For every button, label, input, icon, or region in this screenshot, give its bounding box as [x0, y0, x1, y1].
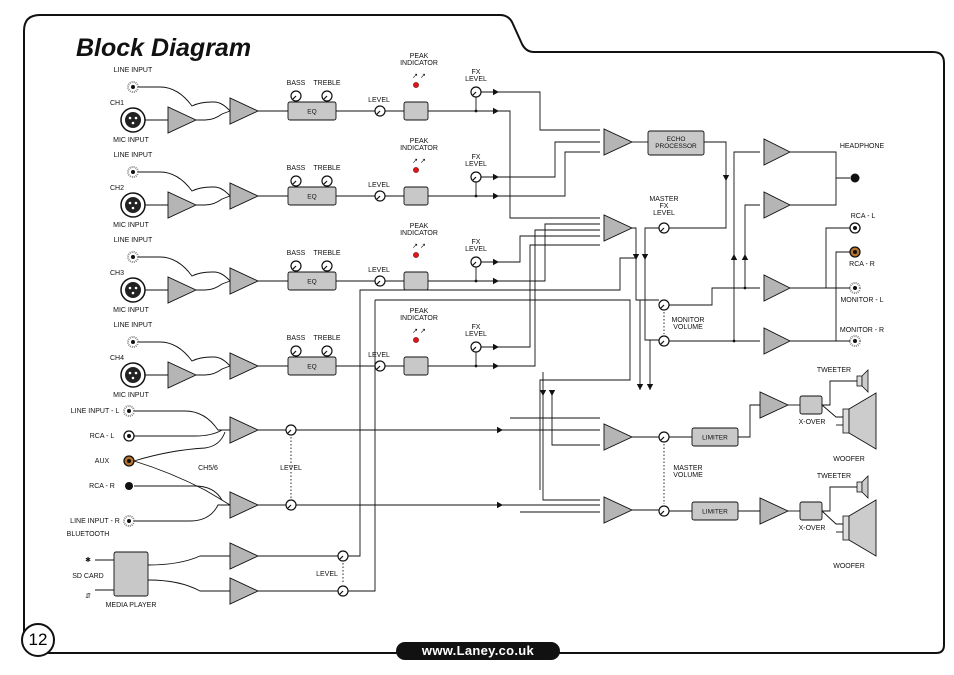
woofer-label: WOOFER — [833, 456, 865, 463]
tweeter-cone-icon — [862, 476, 868, 498]
junction-dot — [744, 287, 747, 290]
line-input-l-jack-center — [127, 409, 131, 413]
bluetooth-label: BLUETOOTH — [66, 531, 110, 538]
peak-block — [404, 187, 428, 205]
woofer-magnet — [843, 516, 849, 540]
peak-indicator-label: PEAK — [409, 308, 429, 315]
fx-level-label: LEVEL — [465, 331, 487, 338]
wire — [826, 228, 850, 288]
rca-r-icon — [125, 482, 133, 490]
wire — [348, 258, 636, 556]
bass-label: BASS — [286, 165, 306, 172]
led-rays-icon: ↗ ↗ — [412, 328, 426, 335]
arrow-icon — [540, 390, 546, 396]
master-volume-label: VOLUME — [673, 472, 703, 479]
junction-dot — [733, 340, 736, 343]
channel-amp — [230, 183, 258, 209]
wire — [196, 196, 230, 205]
channel-amp — [230, 353, 258, 379]
wire — [481, 142, 600, 177]
peak-block — [404, 102, 428, 120]
usb-icon: ⇵ — [85, 593, 91, 600]
aux-label: AUX — [94, 458, 110, 465]
monitor-volume-label: VOLUME — [673, 324, 703, 331]
wire — [645, 258, 659, 340]
wire — [745, 205, 760, 288]
main-mix-amp — [604, 215, 632, 241]
channel-label: CH1 — [109, 100, 125, 107]
arrow-icon — [497, 427, 503, 433]
xlr-pin — [135, 287, 138, 290]
eq-block-label: EQ — [307, 278, 317, 286]
power-amp-l — [760, 392, 788, 418]
xlr-pin — [135, 202, 138, 205]
xlr-pin — [132, 207, 135, 210]
headphone-label: HEADPHONE — [839, 143, 885, 150]
arrow-icon — [493, 278, 499, 284]
fx-level-label: FX — [471, 154, 481, 161]
xlr-pin — [132, 292, 135, 295]
x-over-r-block — [800, 502, 822, 520]
wire — [734, 152, 760, 341]
limiter-l-block-label: LIMITER — [702, 434, 728, 442]
rca-out-r-label: RCA - R — [849, 261, 875, 268]
line-input-l-label: LINE INPUT - L — [70, 408, 120, 415]
wire — [134, 486, 222, 500]
channel-label: CH4 — [109, 355, 125, 362]
media-r-amp — [230, 578, 258, 604]
wire — [476, 111, 600, 218]
line-input-r-jack-center — [127, 519, 131, 523]
xlr-pin — [135, 372, 138, 375]
x-over-l-label: X-OVER — [798, 419, 826, 426]
wire — [822, 405, 843, 417]
led-rays-icon: ↗ ↗ — [412, 243, 426, 250]
rca-out-l-icon-pin — [853, 226, 857, 230]
fx-mix-amp — [604, 129, 632, 155]
arrow-icon — [723, 175, 729, 181]
led-rays-icon: ↗ ↗ — [412, 73, 426, 80]
rca-l-label: RCA - L — [89, 433, 115, 440]
wire — [645, 228, 659, 256]
wire — [148, 580, 230, 591]
bass-label: BASS — [286, 335, 306, 342]
line-input-r-label: LINE INPUT - R — [70, 518, 120, 525]
monitor-r-label: MONITOR - R — [839, 327, 885, 334]
master-volume-label: MASTER — [673, 465, 703, 472]
master-fx-level-label: MASTER — [649, 196, 679, 203]
xlr-pin — [129, 117, 132, 120]
wire — [738, 405, 760, 437]
wire — [134, 505, 230, 521]
master-fx-level-label: FX — [659, 203, 669, 210]
tweeter-magnet — [857, 482, 862, 492]
arrow-icon — [493, 363, 499, 369]
monitor-volume-label: MONITOR — [671, 317, 705, 324]
wire — [668, 178, 726, 228]
level-label: LEVEL — [368, 97, 390, 104]
eq-block-label: EQ — [307, 108, 317, 116]
arrow-icon — [647, 384, 653, 390]
wire — [669, 288, 760, 305]
arrow-icon — [493, 108, 499, 114]
junction-dot — [475, 110, 478, 113]
peak-indicator-label: PEAK — [409, 138, 429, 145]
level-label: LEVEL — [368, 182, 390, 189]
monitor-l-jack-center — [853, 286, 857, 290]
mic-input-xlr-inner — [125, 367, 141, 383]
eq-block-label: EQ — [307, 193, 317, 201]
xlr-pin — [132, 377, 135, 380]
wire — [790, 178, 836, 205]
components — [114, 82, 876, 604]
wire — [138, 342, 230, 366]
level-label: LEVEL — [368, 267, 390, 274]
fx-level-label: FX — [471, 324, 481, 331]
rca-out-r-icon-pin — [853, 250, 857, 254]
arrow-icon — [493, 193, 499, 199]
aux-jack-icon-pin — [127, 459, 131, 463]
arrow-icon — [493, 89, 499, 95]
eq-block-label: EQ — [307, 363, 317, 371]
peak-led-icon — [413, 82, 418, 87]
peak-led-icon — [413, 337, 418, 342]
monitor-l-amp — [764, 275, 790, 301]
junction-dot — [475, 365, 478, 368]
wire — [822, 487, 857, 511]
wire — [148, 556, 230, 565]
arrow-icon — [637, 384, 643, 390]
rca-r-label: RCA - R — [89, 483, 115, 490]
wire — [138, 172, 230, 196]
woofer-cone-icon — [849, 393, 876, 449]
tweeter-label: TWEETER — [816, 367, 852, 374]
treble-label: TREBLE — [313, 250, 341, 257]
wire — [196, 281, 230, 290]
arrow-icon — [731, 254, 737, 260]
media-player-label: MEDIA PLAYER — [105, 602, 157, 609]
peak-indicator-label: PEAK — [409, 223, 429, 230]
arrow-icon — [642, 254, 648, 260]
arrow-icon — [742, 254, 748, 260]
mic-preamp — [168, 277, 196, 303]
channel-amp — [230, 268, 258, 294]
peak-indicator-label: INDICATOR — [400, 145, 438, 152]
junction-dot — [475, 280, 478, 283]
channel-amp — [230, 98, 258, 124]
arrow-icon — [493, 174, 499, 180]
ch56-level-label: LEVEL — [280, 465, 302, 472]
led-rays-icon: ↗ ↗ — [412, 158, 426, 165]
peak-led-icon — [413, 167, 418, 172]
headphone-l-amp — [764, 139, 790, 165]
mic-input-label: MIC INPUT — [113, 307, 149, 314]
ch56-r-amp — [230, 492, 258, 518]
arrow-icon — [497, 502, 503, 508]
page-number: 12 — [21, 623, 55, 657]
fx-level-label: FX — [471, 239, 481, 246]
wire — [822, 381, 857, 405]
channel-label: CH2 — [109, 185, 125, 192]
fx-level-label: FX — [471, 69, 481, 76]
master-l-amp — [604, 424, 632, 450]
wire — [138, 257, 230, 281]
line-input-jack-center — [131, 170, 135, 174]
tweeter-magnet — [857, 376, 862, 386]
bass-label: BASS — [286, 250, 306, 257]
media-l-amp — [230, 543, 258, 569]
echo-processor-block-label: ECHO — [666, 136, 686, 143]
arrow-icon — [633, 254, 639, 260]
wire — [552, 390, 600, 445]
xlr-pin — [129, 202, 132, 205]
bass-label: BASS — [286, 80, 306, 87]
line-input-label: LINE INPUT — [113, 67, 153, 74]
tweeter-label: TWEETER — [816, 473, 852, 480]
wire — [636, 258, 659, 300]
wire — [481, 245, 600, 347]
monitor-l-label: MONITOR - L — [840, 297, 884, 304]
bluetooth-icon: ✱ — [85, 557, 91, 564]
line-input-jack-center — [131, 255, 135, 259]
peak-block — [404, 357, 428, 375]
wire — [196, 366, 230, 375]
page-title: Block Diagram — [76, 34, 252, 62]
master-r-amp — [604, 497, 632, 523]
line-input-label: LINE INPUT — [113, 237, 153, 244]
monitor-r-amp — [764, 328, 790, 354]
wire — [476, 152, 600, 196]
ch56-l-amp — [230, 417, 258, 443]
mic-input-label: MIC INPUT — [113, 222, 149, 229]
wire — [632, 228, 636, 256]
x-over-l-block — [800, 396, 822, 414]
wire — [134, 411, 230, 430]
wire — [822, 511, 843, 524]
wire — [196, 111, 230, 120]
line-input-jack-center — [131, 340, 135, 344]
wire — [704, 142, 726, 176]
treble-label: TREBLE — [313, 335, 341, 342]
wire — [348, 300, 375, 591]
peak-indicator-label: INDICATOR — [400, 230, 438, 237]
media-player-block — [114, 552, 148, 596]
headphone-r-amp — [764, 192, 790, 218]
fx-level-label: LEVEL — [465, 246, 487, 253]
woofer-magnet — [843, 409, 849, 433]
peak-block — [404, 272, 428, 290]
peak-indicator-label: INDICATOR — [400, 315, 438, 322]
fx-level-label: LEVEL — [465, 161, 487, 168]
mic-input-xlr-inner — [125, 197, 141, 213]
echo-processor-block-label: PROCESSOR — [655, 143, 697, 150]
level-label: LEVEL — [368, 352, 390, 359]
arrow-icon — [493, 344, 499, 350]
woofer-cone-icon — [849, 500, 876, 556]
peak-indicator-label: INDICATOR — [400, 60, 438, 67]
wire — [134, 430, 222, 436]
line-input-label: LINE INPUT — [113, 152, 153, 159]
mic-preamp — [168, 192, 196, 218]
peak-led-icon — [413, 252, 418, 257]
mic-preamp — [168, 362, 196, 388]
xlr-pin — [129, 372, 132, 375]
media-level-label: LEVEL — [316, 571, 338, 578]
mic-preamp — [168, 107, 196, 133]
fx-level-label: LEVEL — [465, 76, 487, 83]
xlr-pin — [135, 117, 138, 120]
mic-input-xlr-inner — [125, 112, 141, 128]
line-input-jack-center — [131, 85, 135, 89]
rca-l-icon-pin — [127, 434, 131, 438]
channel-label: CH3 — [109, 270, 125, 277]
peak-indicator-label: PEAK — [409, 53, 429, 60]
wire — [476, 224, 600, 281]
tweeter-cone-icon — [862, 370, 868, 392]
headphone-jack — [851, 174, 860, 183]
wire — [138, 87, 230, 111]
limiter-r-block-label: LIMITER — [702, 508, 728, 516]
mic-input-label: MIC INPUT — [113, 137, 149, 144]
labels — [67, 53, 885, 609]
mic-input-label: MIC INPUT — [113, 392, 149, 399]
arrow-icon — [549, 390, 555, 396]
sd-card-label: SD CARD — [72, 573, 104, 580]
ch56-label: CH5/6 — [198, 465, 218, 472]
treble-label: TREBLE — [313, 80, 341, 87]
power-amp-r — [760, 498, 788, 524]
monitor-r-jack-center — [853, 339, 857, 343]
rca-out-l-label: RCA - L — [850, 213, 876, 220]
arrow-icon — [493, 259, 499, 265]
woofer-label: WOOFER — [833, 563, 865, 570]
line-input-label: LINE INPUT — [113, 322, 153, 329]
wire — [481, 236, 600, 262]
mic-input-xlr-inner — [125, 282, 141, 298]
treble-label: TREBLE — [313, 165, 341, 172]
wire — [790, 152, 850, 178]
xlr-pin — [132, 122, 135, 125]
master-fx-level-label: LEVEL — [653, 210, 675, 217]
x-over-r-label: X-OVER — [798, 525, 826, 532]
footer-url[interactable]: www.Laney.co.uk — [396, 642, 560, 660]
junction-dot — [475, 195, 478, 198]
xlr-pin — [129, 287, 132, 290]
